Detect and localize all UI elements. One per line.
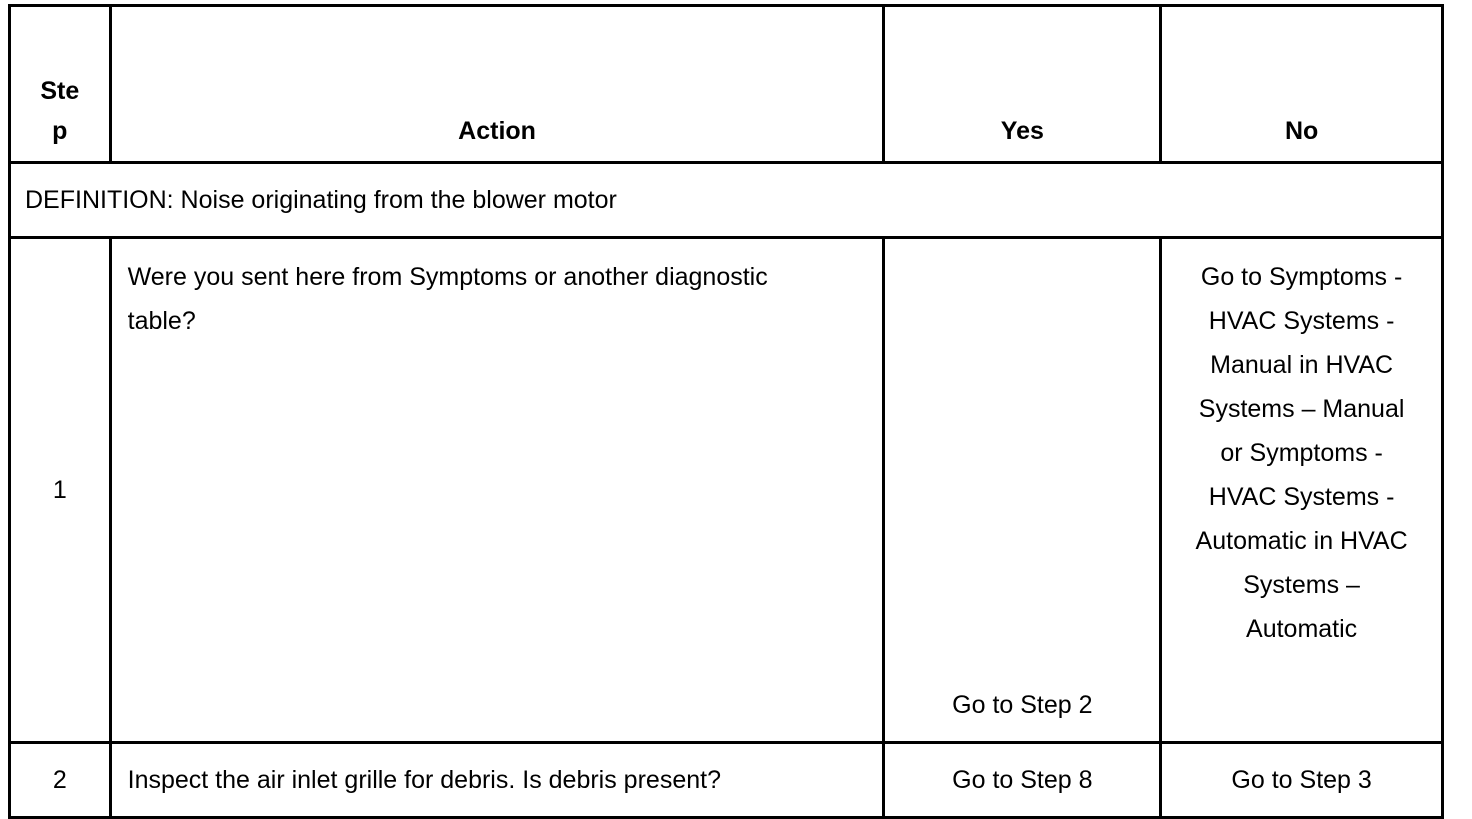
header-no: No [1161, 6, 1443, 163]
definition-text: DEFINITION: Noise originating from the blower motor [10, 163, 1443, 238]
no-result: Go to Symptoms - HVAC Systems - Manual in HVAC Systems – Manual or Symptoms - HVAC Systems - Automatic in HVAC Systems – Automatic [1161, 238, 1443, 743]
yes-result: Go to Step 8 [884, 743, 1161, 818]
yes-result: Go to Step 2 [884, 238, 1161, 743]
step-number: 1 [10, 238, 111, 743]
action-text: Were you sent here from Symptoms or another diagnostic table? [110, 238, 884, 743]
table-row [10, 743, 1443, 818]
header-yes: Yes [884, 6, 1161, 163]
action-text: Inspect the air inlet grille for debris. Is debris present? [110, 743, 884, 818]
header-action: Action [110, 6, 884, 163]
step-number: 2 [10, 743, 111, 818]
table-row [10, 238, 1443, 743]
diagnostic-table [8, 4, 1444, 819]
no-result: Go to Step 3 [1161, 743, 1443, 818]
definition-row [10, 163, 1443, 238]
table-header-row [10, 6, 1443, 163]
header-step [10, 6, 111, 163]
header-step-label: Step [40, 77, 80, 145]
